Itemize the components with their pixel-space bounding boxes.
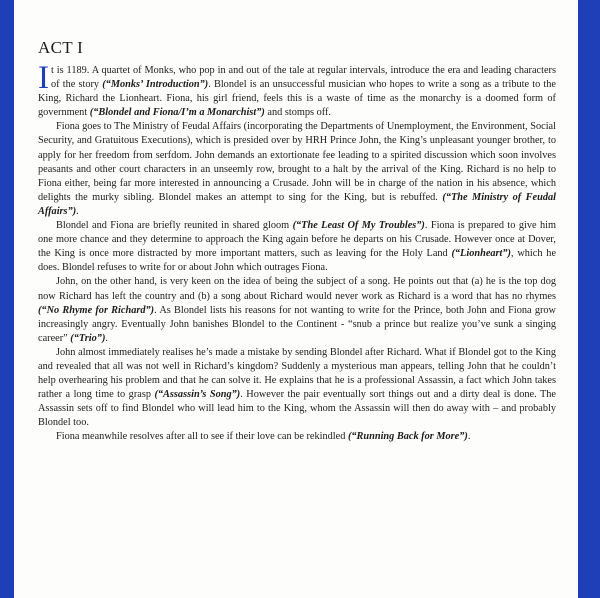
song-title: (“Monks’ Introduction”) (102, 79, 209, 91)
synopsis-paragraph (38, 219, 556, 275)
song-title: (“Blondel and Fiona/I’m a Monarchist”) (89, 107, 265, 119)
synopsis-paragraph (38, 60, 556, 120)
text-run: Fiona goes to The Ministry of Feudal Affairs (incorporating the Departments of Unemployment, the Environment, Social Security, and Gratuitous Executions), which is presided over by HRH Prince John, the King’s unpleasant younger brother, to apply for her freedom from serfdom. John demands an extortionate fee leading to a spirited discussion which soon involves peasants and other court characters in an unseemly row, brought to a halt by the arrival of the King. Richard is no help to Fiona either, being far more interested in announcing a Crusade. John will be in charge of the nation in his absence, which delights the murky sibling. Blondel makes an attempt to sing for the King, but is rebuffed. (38, 121, 556, 203)
act-heading: ACT I (38, 38, 84, 57)
text-run: . Blondel is an unsuccessful musician who hopes to write a song as a tribute to the King, Richard the Lionheart. Fiona, his girl friend, feels this is a waste of time as the monarchy is a doomed form of government (38, 79, 556, 119)
song-title: (“Trio”) (70, 332, 106, 344)
text-run: . (105, 332, 108, 344)
synopsis-paragraph (38, 346, 556, 431)
text-run: Fiona meanwhile resolves after all to see if their love can be rekindled (56, 431, 348, 443)
song-title: (“Assassin’s Song”) (154, 389, 241, 401)
synopsis-page (38, 38, 556, 445)
text-run: . As Blondel lists his reasons for not wanting to write for the Prince, both John and Fiona grow increasingly angry. Eventually John banishes Blondel to the Continent - “snub a prince but realize you’ve sunk a singing career” (38, 304, 556, 344)
drop-cap: I (38, 60, 49, 96)
text-run: . Fiona is prepared to give him one more chance and they determine to approach the King again before he departs on his Crusade. However once at Dover, the King is once more distracted by more important matters, such as leaving for the Holy Land (38, 220, 557, 260)
text-run: John almost immediately realises he’s made a mistake by sending Blondel after Richard. What if Blondel got to the King and revealed that all was not well in Richard’s kingdom? Suddenly a mysterious man appears, telling John that he couldn’t help overhearing his problem and that he can solve it. He explains that he is a professional Assassin, a fact which John takes rather a long time to grasp (38, 346, 556, 401)
song-title: (“Running Back for More”) (347, 431, 468, 443)
left-border-bar (0, 0, 14, 598)
text-run: . However the pair eventually sort things out and a dirty deal is done. The Assassin sets off to find Blondel who will lead him to the King, whom the Assassin will then do away with – and probably Blondel too. (38, 389, 556, 429)
synopsis-body (38, 60, 557, 445)
text-run: , which he does. Blondel refuses to write for or about John which outrages Fiona. (38, 248, 557, 274)
right-border-bar (578, 0, 600, 598)
text-run: t is 1189. A quartet of Monks, who pop in and out of the tale at regular intervals, introduce the era and leading characters of the story (51, 65, 556, 91)
song-title: (“The Least Of My Troubles”) (292, 220, 425, 232)
synopsis-paragraph (38, 120, 556, 219)
text-run: John, on the other hand, is very keen on the idea of being the subject of a song. He points out that (a) he is the top dog now Richard has left the country and (b) a song about Richard would never work as Richard is a word that has no rhymes (38, 276, 556, 302)
text-run: . (467, 431, 471, 443)
synopsis-paragraph (38, 275, 556, 345)
text-run: Blondel and Fiona are briefly reunited in shared gloom (56, 220, 293, 232)
song-title: (“No Rhyme for Richard”) (38, 304, 155, 316)
song-title: (“The Ministry of Feudal Affairs”) (38, 191, 556, 217)
text-run: and stomps off. (264, 107, 332, 119)
text-run: . (76, 205, 79, 217)
song-title: (“Lionheart”) (451, 248, 511, 260)
synopsis-paragraph (38, 430, 556, 444)
